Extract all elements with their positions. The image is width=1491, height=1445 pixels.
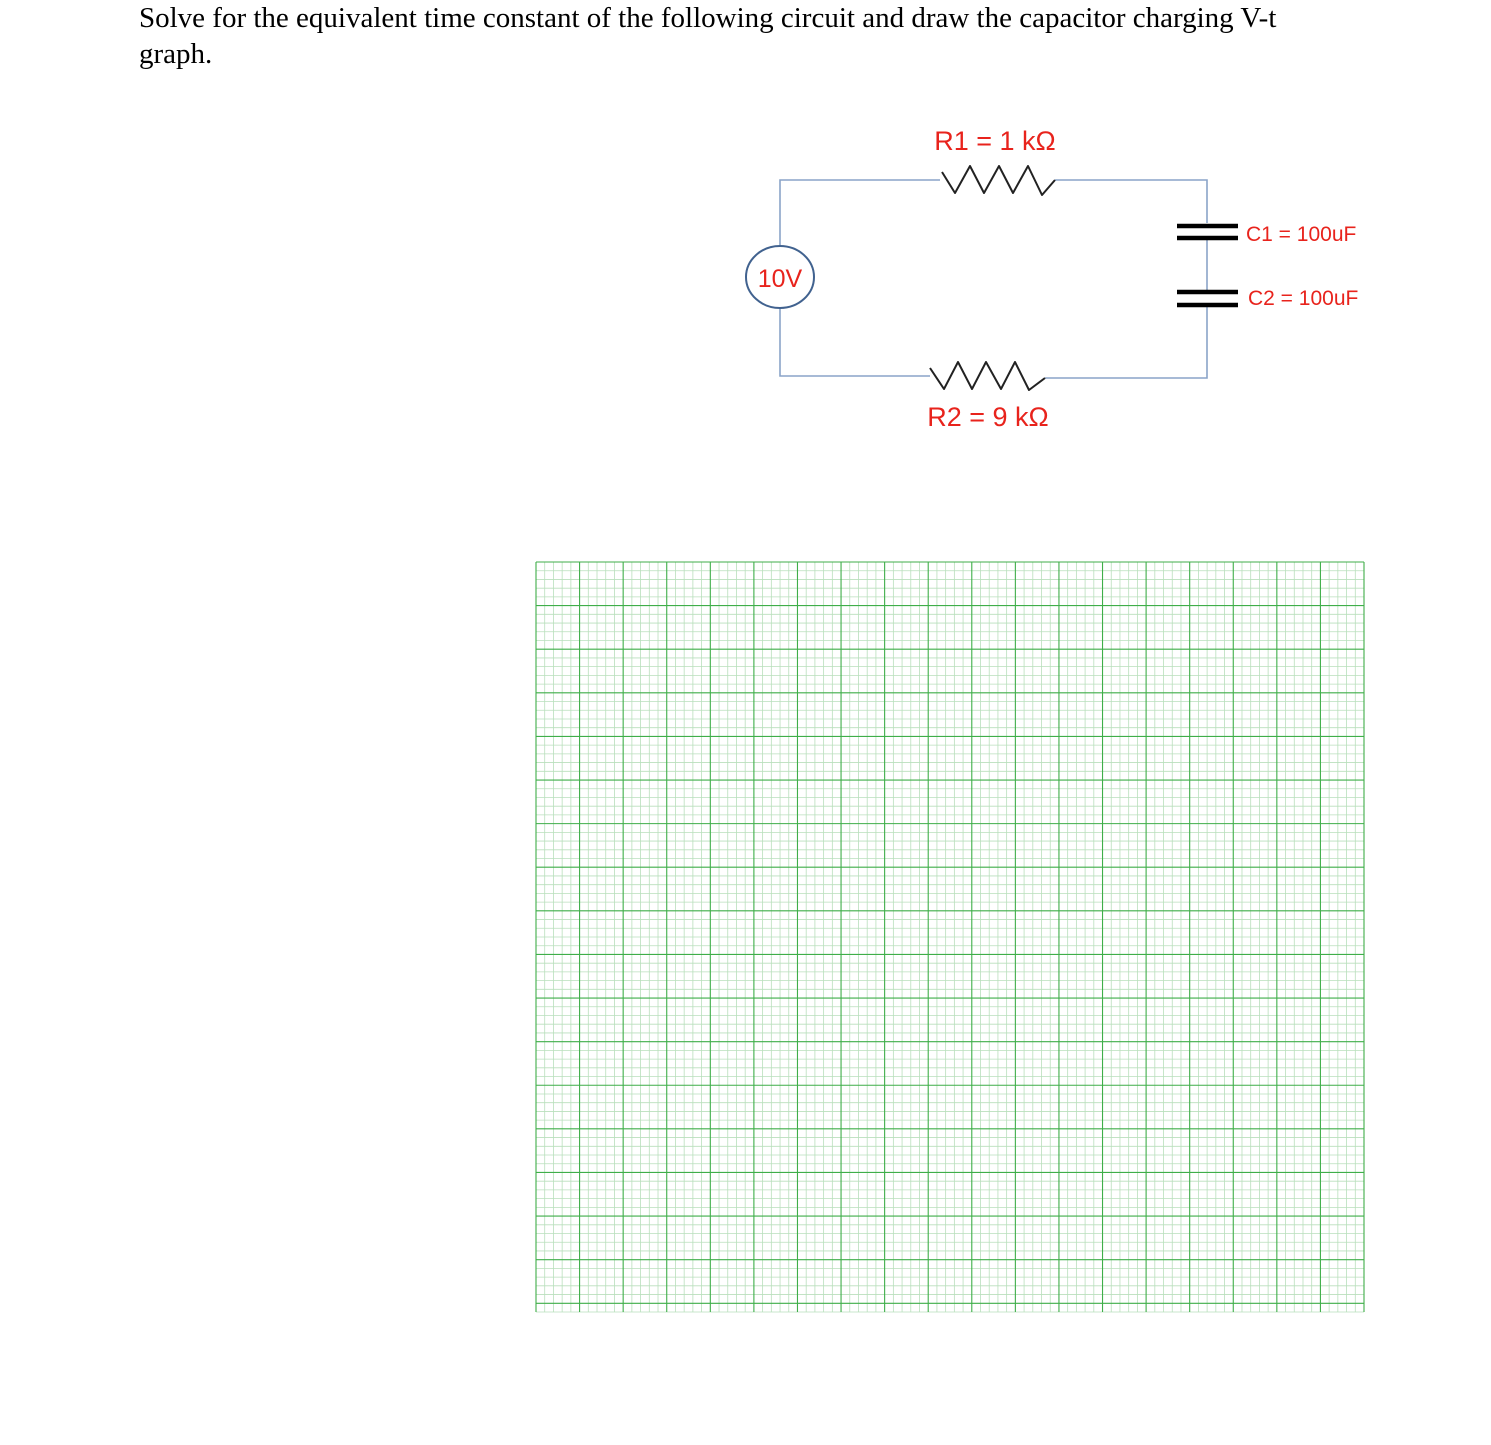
c1-label: C1 = 100uF	[1246, 223, 1357, 246]
problem-line-1: Solve for the equivalent time constant of the following circuit and draw the capacitor charging V-t	[139, 2, 1277, 34]
r2-label: R2 = 9 kΩ	[927, 402, 1049, 432]
source-label: 10V	[757, 265, 803, 293]
wire-bottom-right	[1045, 306, 1207, 378]
wire-top-left	[780, 180, 940, 245]
capacitor-c1	[1177, 226, 1238, 238]
circuit-diagram	[0, 0, 1491, 460]
capacitor-c2	[1177, 292, 1238, 305]
wire-bottom-left	[780, 308, 930, 376]
wire-top-right	[1055, 180, 1207, 223]
circuit-wires	[780, 180, 1207, 378]
graph-minor-grid	[536, 562, 1364, 1312]
problem-line-2: graph.	[139, 38, 213, 70]
resistor-r2	[930, 362, 1045, 390]
graph-paper	[535, 561, 1365, 1313]
c2-label: C2 = 100uF	[1248, 287, 1359, 310]
resistor-r1	[942, 166, 1055, 195]
r1-label: R1 = 1 kΩ	[934, 126, 1056, 156]
